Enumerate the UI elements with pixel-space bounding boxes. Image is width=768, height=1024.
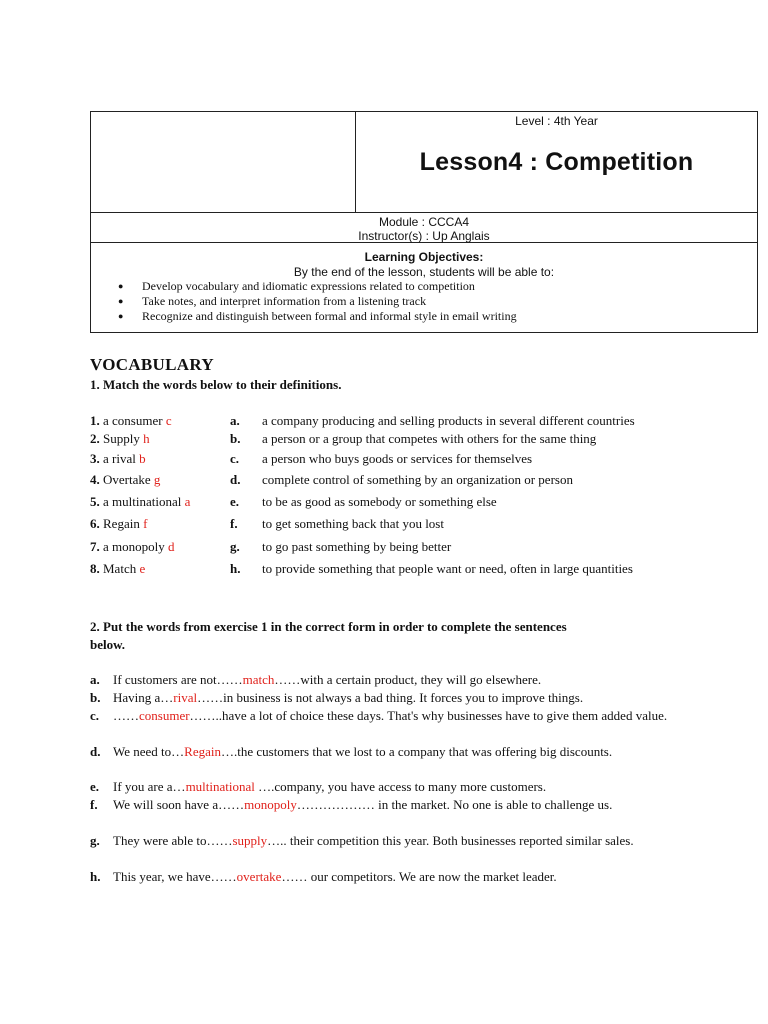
match-row xyxy=(90,539,760,559)
sentence-letter: d. xyxy=(90,744,101,759)
sentence-answer: multinational xyxy=(185,779,255,794)
sentence-item xyxy=(90,671,690,689)
match-answer: f xyxy=(143,516,148,531)
definition-letter: c. xyxy=(230,451,240,466)
sentence-answer: rival xyxy=(173,690,198,705)
match-answer: d xyxy=(168,539,175,554)
sentence-answer: match xyxy=(242,672,275,687)
definition-letter: h. xyxy=(230,561,241,576)
header-blank-cell xyxy=(91,112,356,212)
sentence-answer: monopoly xyxy=(244,797,297,812)
sentence-letter: c. xyxy=(90,708,100,723)
match-row xyxy=(90,561,760,581)
lesson-header-table xyxy=(90,111,758,333)
lesson-title: Lesson4 : Competition xyxy=(419,148,694,176)
objective-item: ● Develop vocabulary and idiomatic expressions related to competition xyxy=(118,279,475,293)
match-word: 4. Overtake g xyxy=(90,472,161,487)
sentence-answer: supply xyxy=(232,833,268,848)
match-word: 6. Regain f xyxy=(90,516,148,531)
sentence-item xyxy=(90,743,690,761)
definition-text: a person who buys goods or services for themselves xyxy=(262,451,533,466)
sentence-answer: Regain xyxy=(184,744,221,759)
sentence-text: We will soon have a……monopoly……………… in the market. No one is able to challenge us. xyxy=(113,797,613,812)
match-row xyxy=(90,472,760,492)
match-word: 3. a rival b xyxy=(90,451,146,466)
sentence-item xyxy=(90,832,690,850)
sentence-answer: consumer xyxy=(139,708,190,723)
definition-text: a person or a group that competes with others for the same thing xyxy=(262,431,597,446)
definition-letter: e. xyxy=(230,494,240,509)
match-row xyxy=(90,494,760,514)
match-answer: c xyxy=(165,413,172,428)
sentence-answer: overtake xyxy=(236,869,282,884)
match-answer: e xyxy=(139,561,146,576)
match-answer: a xyxy=(184,494,191,509)
sentence-item xyxy=(90,689,690,707)
bullet-icon: ● xyxy=(118,311,124,321)
definition-text: a company producing and selling products in several different countries xyxy=(262,413,635,428)
match-word: 7. a monopoly d xyxy=(90,539,175,554)
match-word: 5. a multinational a xyxy=(90,494,191,509)
sentence-item xyxy=(90,707,690,725)
match-row xyxy=(90,516,760,536)
exercise1-title: 1. Match the words below to their definitions. xyxy=(90,377,342,392)
definition-letter: g. xyxy=(230,539,240,554)
sentence-letter: g. xyxy=(90,833,100,848)
match-row xyxy=(90,413,760,433)
module-row xyxy=(91,213,757,243)
sentence-item xyxy=(90,868,690,886)
sentence-text: We need to…Regain….the customers that we lost to a company that was offering big discounts. xyxy=(113,744,613,759)
sentence-text: Having a…rival……in business is not always a bad thing. It forces you to improve things. xyxy=(113,690,584,705)
level-text: Level : 4th Year xyxy=(515,114,598,128)
sentence-text: If you are a…multinational ….company, you have access to many more customers. xyxy=(113,779,547,794)
match-row xyxy=(90,451,760,471)
match-answer: b xyxy=(139,451,146,466)
definition-text: to provide something that people want or need, often in large quantities xyxy=(262,561,633,576)
match-row xyxy=(90,431,760,451)
objectives-list xyxy=(91,279,757,324)
definition-text: to be as good as somebody or something else xyxy=(262,494,497,509)
sentence-letter: e. xyxy=(90,779,100,794)
definition-letter: b. xyxy=(230,431,241,446)
header-top-row xyxy=(91,112,757,213)
match-word: 2. Supply h xyxy=(90,431,150,446)
definition-text: complete control of something by an organization or person xyxy=(262,472,573,487)
sentence-text: If customers are not……match……with a certain product, they will go elsewhere. xyxy=(113,672,542,687)
section-title: VOCABULARY xyxy=(90,355,214,374)
objective-item: ● Recognize and distinguish between formal and informal style in email writing xyxy=(118,309,517,323)
definition-text: to get something back that you lost xyxy=(262,516,444,531)
bullet-icon: ● xyxy=(118,296,124,306)
sentence-text: They were able to……supply….. their competition this year. Both businesses reported similar sales. xyxy=(113,833,634,848)
sentence-text: This year, we have……overtake…… our competitors. We are now the market leader. xyxy=(113,869,557,884)
definition-letter: d. xyxy=(230,472,241,487)
objectives-intro: By the end of the lesson, students will be able to: xyxy=(293,265,555,279)
sentence-letter: h. xyxy=(90,869,101,884)
definition-letter: f. xyxy=(230,516,238,531)
sentence-item xyxy=(90,778,690,796)
sentence-letter: f. xyxy=(90,797,98,812)
sentence-item xyxy=(90,796,690,814)
objectives-title: Learning Objectives: xyxy=(364,250,484,264)
match-word: 8. Match e xyxy=(90,561,146,576)
match-answer: g xyxy=(153,472,161,487)
sentence-text: ……consumer……..have a lot of choice these days. That's why businesses have to give them added value. xyxy=(113,708,668,723)
definition-text: to go past something by being better xyxy=(262,539,452,554)
header-title-cell xyxy=(356,112,757,212)
match-answer: h xyxy=(143,431,150,446)
objectives-row xyxy=(91,243,757,332)
instructor-text: Instructor(s) : Up Anglais xyxy=(358,229,490,243)
bullet-icon: ● xyxy=(118,281,124,291)
definition-letter: a. xyxy=(230,413,240,428)
exercise2-title-cont: below. xyxy=(90,637,126,652)
sentence-letter: a. xyxy=(90,672,100,687)
sentence-letter: b. xyxy=(90,690,101,705)
match-word: 1. a consumer c xyxy=(90,413,172,428)
exercise2-title: 2. Put the words from exercise 1 in the correct form in order to complete the sentences xyxy=(90,619,567,634)
module-text: Module : CCCA4 xyxy=(378,215,470,229)
objective-item: ● Take notes, and interpret information from a listening track xyxy=(118,294,427,308)
